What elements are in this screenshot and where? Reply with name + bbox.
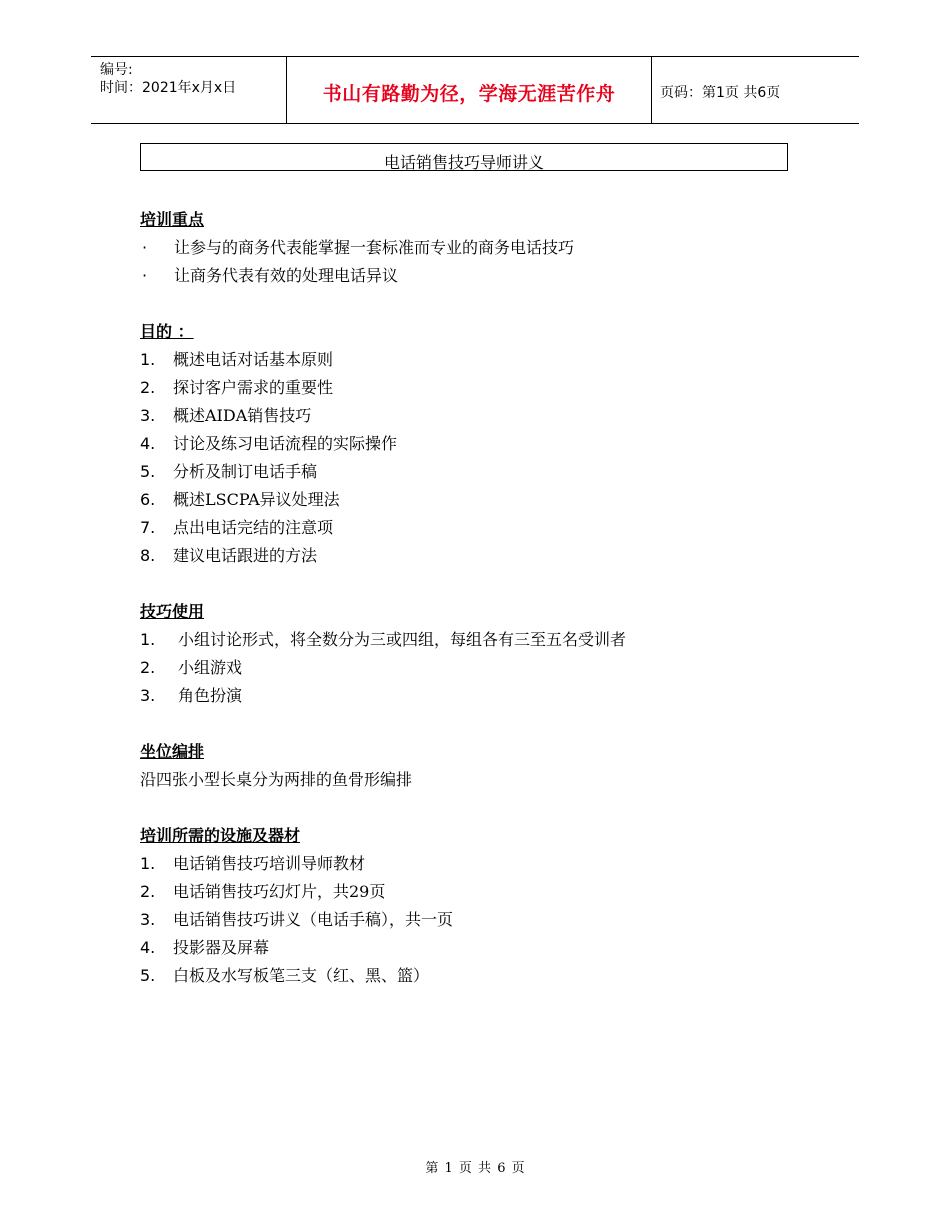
list-number: 2. — [140, 378, 156, 397]
page-footer: 第 1 页 共 6 页 — [425, 1161, 525, 1176]
section-seating — [140, 738, 820, 794]
list-item-text: 概述AIDA销售技巧 — [173, 406, 312, 425]
list-item-text: 分析及制订电话手稿 — [173, 462, 318, 481]
list-number: 8. — [140, 546, 156, 565]
bullet-marker: · — [142, 266, 148, 285]
list-item — [140, 934, 820, 962]
list-number: 3. — [140, 686, 156, 705]
list-item-text: 概述电话对话基本原则 — [173, 350, 334, 369]
header-page-cell — [651, 57, 859, 123]
list-number: 5. — [140, 966, 156, 985]
list-number: 1. — [140, 350, 156, 369]
bullet-marker: · — [142, 238, 148, 257]
list-number: 5. — [140, 462, 156, 481]
list-number: 1. — [140, 630, 156, 649]
list-item — [140, 486, 820, 514]
time-label: 时间：2021年x月x日 — [100, 80, 237, 96]
motto: 书山有路勤为径，学海无涯苦作舟 — [322, 83, 616, 105]
list-number: 3. — [140, 406, 156, 425]
list-item — [140, 962, 820, 990]
list-item — [140, 374, 820, 402]
header-motto-cell — [286, 57, 652, 123]
section-heading: 技巧使用 — [140, 602, 205, 621]
section-heading: 目的 ： — [140, 322, 194, 341]
list-item-text: 电话销售技巧讲义（电话手稿），共一页 — [173, 910, 454, 929]
section-heading: 坐位编排 — [140, 742, 205, 761]
list-item-text: 探讨客户需求的重要性 — [173, 378, 334, 397]
section-materials — [140, 822, 820, 990]
list-item — [140, 850, 820, 878]
list-item-text: 建议电话跟进的方法 — [173, 546, 318, 565]
list-item-text: 让参与的商务代表能掌握一套标准而专业的商务电话技巧 — [174, 238, 575, 257]
list-number: 4. — [140, 434, 156, 453]
list-item-text: 电话销售技巧幻灯片，共29页 — [173, 882, 386, 901]
list-number: 2. — [140, 658, 156, 677]
list-number: 3. — [140, 910, 156, 929]
list-item-text: 点出电话完结的注意项 — [173, 518, 334, 537]
list-item — [140, 654, 820, 682]
list-number: 6. — [140, 490, 156, 509]
list-item-text: 小组游戏 — [178, 658, 243, 677]
list-item — [140, 626, 820, 654]
header-page-info: 页码：第1页 共6页 — [660, 85, 781, 101]
list-item-text: 让商务代表有效的处理电话异议 — [174, 266, 399, 285]
number-label: 编号: — [100, 62, 133, 78]
section-focus — [140, 206, 820, 290]
list-item — [140, 262, 820, 290]
section-objectives — [140, 318, 820, 570]
list-item — [140, 346, 820, 374]
list-item-text: 概述LSCPA异议处理法 — [173, 490, 340, 509]
section-heading: 培训重点 — [140, 210, 205, 229]
list-item-text: 电话销售技巧培训导师教材 — [173, 854, 366, 873]
section-heading: 培训所需的设施及器材 — [140, 826, 301, 845]
list-number: 2. — [140, 882, 156, 901]
page-header — [91, 56, 859, 124]
list-item — [140, 430, 820, 458]
list-item — [140, 514, 820, 542]
document-title: 电话销售技巧导师讲义 — [383, 153, 544, 172]
list-item — [140, 682, 820, 710]
list-item — [140, 234, 820, 262]
section-techniques — [140, 598, 820, 710]
list-item-text: 小组讨论形式，将全数分为三或四组，每组各有三至五名受训者 — [178, 630, 627, 649]
list-number: 1. — [140, 854, 156, 873]
list-item — [140, 458, 820, 486]
list-item — [140, 906, 820, 934]
list-item — [140, 542, 820, 570]
header-meta-cell — [91, 57, 286, 123]
list-item-text: 白板及水写板笔三支（红、黑、篮） — [173, 966, 430, 985]
list-number: 4. — [140, 938, 156, 957]
list-item — [140, 402, 820, 430]
seating-text: 沿四张小型长桌分为两排的鱼骨形编排 — [140, 770, 413, 789]
list-item-text: 角色扮演 — [178, 686, 243, 705]
list-number: 7. — [140, 518, 156, 537]
list-item-text: 投影器及屏幕 — [173, 938, 270, 957]
document-body — [140, 206, 820, 990]
list-item-text: 讨论及练习电话流程的实际操作 — [173, 434, 398, 453]
list-item — [140, 878, 820, 906]
document-title-box — [140, 143, 788, 171]
